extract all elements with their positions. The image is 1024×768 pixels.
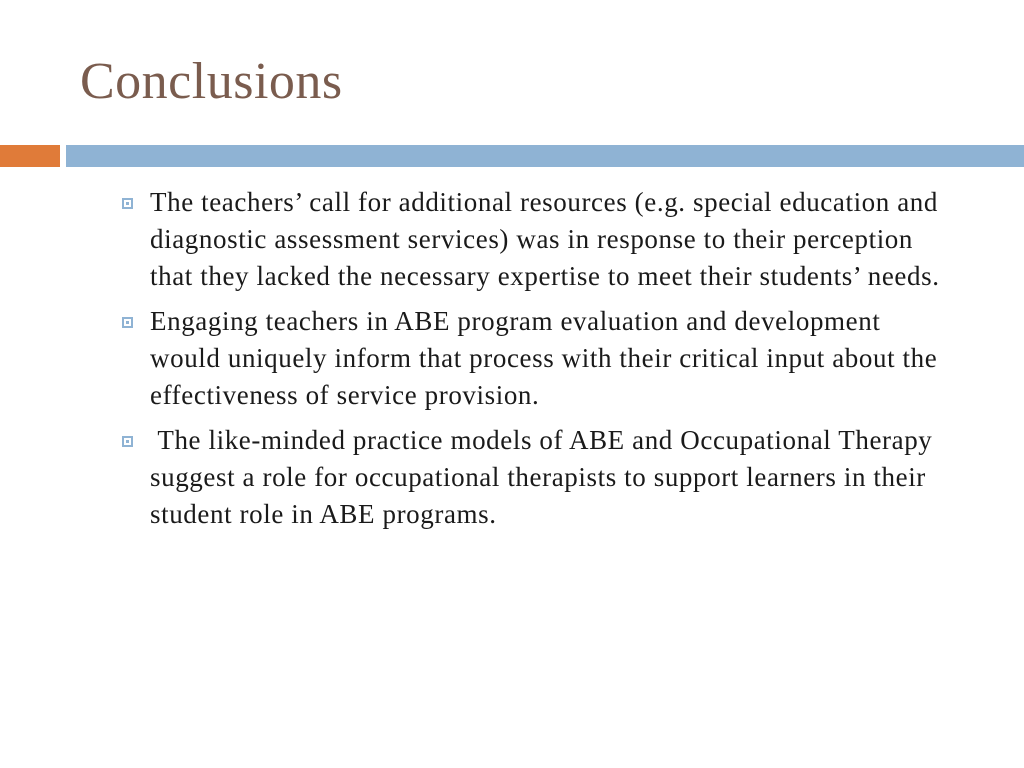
bullet-text: The teachers’ call for additional resources (e.g. special education and diagnostic assessment services) was in response to their perception that they lacked the necessary expertise to meet their students’ needs.	[150, 187, 946, 291]
slide-title: Conclusions	[80, 53, 343, 110]
bullet-item	[120, 184, 946, 295]
bullet-list	[120, 184, 946, 541]
square-bullet-icon	[122, 198, 133, 209]
square-bullet-icon	[122, 317, 133, 328]
bullet-item	[120, 422, 940, 533]
bullet-text: The like-minded practice models of ABE and Occupational Therapy suggest a role for occupational therapists to support learners in their student role in ABE programs.	[150, 425, 940, 529]
square-bullet-icon	[122, 436, 133, 447]
accent-bar-blue	[66, 145, 1024, 167]
bullet-item	[120, 303, 945, 414]
bullet-text: Engaging teachers in ABE program evaluation and development would uniquely inform that process with their critical input about the effectiveness of service provision.	[150, 306, 945, 410]
accent-bar-orange	[0, 145, 60, 167]
